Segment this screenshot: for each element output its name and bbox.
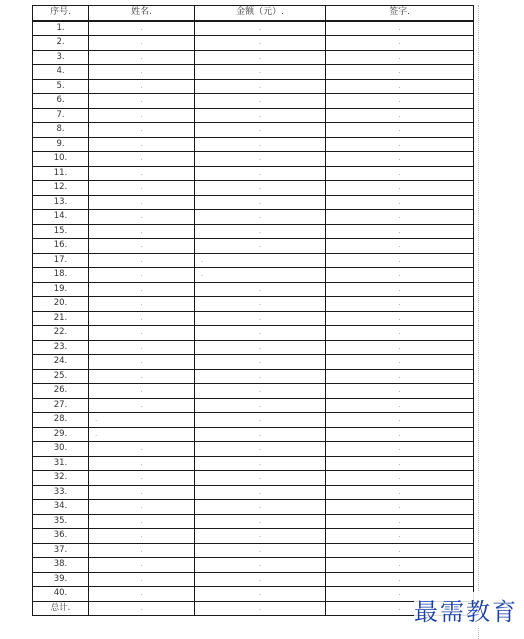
name-cell: . xyxy=(89,123,195,138)
signature-cell: . xyxy=(326,471,474,486)
row-index: 23. xyxy=(33,340,89,355)
amount-cell: . xyxy=(195,485,326,500)
name-cell: . xyxy=(89,355,195,370)
name-cell: . xyxy=(89,94,195,109)
row-index: 38. xyxy=(33,558,89,573)
table-body xyxy=(33,21,474,602)
table-row xyxy=(33,79,474,94)
row-index: 8. xyxy=(33,123,89,138)
name-cell: . xyxy=(89,268,195,283)
signature-cell: . xyxy=(326,181,474,196)
name-cell: . xyxy=(89,65,195,80)
signature-cell: . xyxy=(326,36,474,51)
name-cell: . xyxy=(89,253,195,268)
amount-cell: . xyxy=(195,36,326,51)
amount-cell: . xyxy=(195,471,326,486)
table-row xyxy=(33,514,474,529)
amount-cell: . xyxy=(195,210,326,225)
table-row xyxy=(33,543,474,558)
name-cell: . xyxy=(89,108,195,123)
signature-cell: . xyxy=(326,456,474,471)
table-row xyxy=(33,224,474,239)
signature-cell: . xyxy=(326,427,474,442)
table-row xyxy=(33,50,474,65)
signature-cell: . xyxy=(326,224,474,239)
amount-cell: . xyxy=(195,500,326,515)
signature-cell: . xyxy=(326,500,474,515)
name-cell: . xyxy=(89,311,195,326)
name-cell: . xyxy=(89,297,195,312)
signature-cell: . xyxy=(326,108,474,123)
signature-cell: . xyxy=(326,369,474,384)
signature-cell: . xyxy=(326,355,474,370)
amount-cell: . xyxy=(195,529,326,544)
name-cell: . xyxy=(89,50,195,65)
signature-cell: . xyxy=(326,398,474,413)
header-amount: 金额（元）. xyxy=(195,6,326,21)
signature-cell: . xyxy=(326,485,474,500)
signature-table xyxy=(32,5,474,616)
table-row xyxy=(33,369,474,384)
signature-cell: . xyxy=(326,50,474,65)
signature-cell: . xyxy=(326,21,474,36)
row-index: 26. xyxy=(33,384,89,399)
name-cell: . xyxy=(89,529,195,544)
row-index: 24. xyxy=(33,355,89,370)
amount-cell: . xyxy=(195,50,326,65)
header-index: 序号. xyxy=(33,6,89,21)
amount-cell: . xyxy=(195,587,326,602)
signature-cell: . xyxy=(326,210,474,225)
row-index: 10. xyxy=(33,152,89,167)
table-row xyxy=(33,558,474,573)
table-row xyxy=(33,340,474,355)
amount-cell: . xyxy=(195,181,326,196)
name-cell: . xyxy=(89,413,195,428)
row-index: 34. xyxy=(33,500,89,515)
name-cell: . xyxy=(89,166,195,181)
amount-cell: . xyxy=(195,456,326,471)
amount-cell: . xyxy=(195,94,326,109)
amount-cell: . xyxy=(195,413,326,428)
row-index: 22. xyxy=(33,326,89,341)
table-row xyxy=(33,297,474,312)
signature-cell: . xyxy=(326,253,474,268)
row-index: 14. xyxy=(33,210,89,225)
amount-cell: . xyxy=(195,355,326,370)
table-row xyxy=(33,442,474,457)
row-index: 4. xyxy=(33,65,89,80)
header-name: 姓名. xyxy=(89,6,195,21)
amount-cell: . xyxy=(195,268,326,283)
table-row xyxy=(33,195,474,210)
name-cell: . xyxy=(89,137,195,152)
table-row xyxy=(33,427,474,442)
table-row xyxy=(33,123,474,138)
row-index: 27. xyxy=(33,398,89,413)
row-index: 28. xyxy=(33,413,89,428)
signature-cell: . xyxy=(326,79,474,94)
table-row xyxy=(33,253,474,268)
row-index: 9. xyxy=(33,137,89,152)
table-row xyxy=(33,210,474,225)
name-cell: . xyxy=(89,340,195,355)
amount-cell: . xyxy=(195,340,326,355)
table-row xyxy=(33,355,474,370)
signature-cell: . xyxy=(326,413,474,428)
table-row xyxy=(33,152,474,167)
amount-cell: . xyxy=(195,384,326,399)
amount-cell: . xyxy=(195,398,326,413)
signature-cell: . xyxy=(326,239,474,254)
signature-cell: . xyxy=(326,152,474,167)
name-cell: . xyxy=(89,471,195,486)
page-margin-guide xyxy=(478,5,480,639)
signature-cell: . xyxy=(326,384,474,399)
table-row xyxy=(33,166,474,181)
name-cell: . xyxy=(89,224,195,239)
name-cell: . xyxy=(89,152,195,167)
row-index: 19. xyxy=(33,282,89,297)
amount-cell: . xyxy=(195,297,326,312)
amount-cell: . xyxy=(195,326,326,341)
name-cell: . xyxy=(89,282,195,297)
table-row xyxy=(33,108,474,123)
signature-cell: . xyxy=(326,94,474,109)
total-signature-cell: . xyxy=(326,601,474,616)
amount-cell: . xyxy=(195,427,326,442)
name-cell: . xyxy=(89,427,195,442)
signature-cell: . xyxy=(326,297,474,312)
row-index: 6. xyxy=(33,94,89,109)
amount-cell: . xyxy=(195,65,326,80)
amount-cell: . xyxy=(195,152,326,167)
table-row xyxy=(33,413,474,428)
name-cell: . xyxy=(89,500,195,515)
name-cell: . xyxy=(89,485,195,500)
amount-cell: . xyxy=(195,195,326,210)
row-index: 35. xyxy=(33,514,89,529)
table-row xyxy=(33,500,474,515)
row-index: 7. xyxy=(33,108,89,123)
name-cell: . xyxy=(89,79,195,94)
signature-cell: . xyxy=(326,311,474,326)
table-row xyxy=(33,529,474,544)
table-row xyxy=(33,181,474,196)
row-index: 11. xyxy=(33,166,89,181)
name-cell: . xyxy=(89,587,195,602)
name-cell: . xyxy=(89,558,195,573)
row-index: 25. xyxy=(33,369,89,384)
signature-cell: . xyxy=(326,442,474,457)
amount-cell: . xyxy=(195,224,326,239)
table-row xyxy=(33,311,474,326)
signature-cell: . xyxy=(326,268,474,283)
table-row xyxy=(33,65,474,80)
table-row xyxy=(33,36,474,51)
table-row xyxy=(33,485,474,500)
row-index: 32. xyxy=(33,471,89,486)
amount-cell: . xyxy=(195,543,326,558)
row-index: 29. xyxy=(33,427,89,442)
row-index: 17. xyxy=(33,253,89,268)
amount-cell: . xyxy=(195,514,326,529)
signature-cell: . xyxy=(326,340,474,355)
row-index: 37. xyxy=(33,543,89,558)
row-index: 33. xyxy=(33,485,89,500)
name-cell: . xyxy=(89,572,195,587)
row-index: 15. xyxy=(33,224,89,239)
name-cell: . xyxy=(89,195,195,210)
total-label: 总计. xyxy=(33,601,89,616)
row-index: 13. xyxy=(33,195,89,210)
table-row xyxy=(33,471,474,486)
amount-cell: . xyxy=(195,572,326,587)
row-index: 30. xyxy=(33,442,89,457)
amount-cell: . xyxy=(195,311,326,326)
name-cell: . xyxy=(89,326,195,341)
row-index: 21. xyxy=(33,311,89,326)
signature-cell: . xyxy=(326,587,474,602)
table-row xyxy=(33,456,474,471)
row-index: 3. xyxy=(33,50,89,65)
signature-cell: . xyxy=(326,572,474,587)
amount-cell: . xyxy=(195,239,326,254)
row-index: 36. xyxy=(33,529,89,544)
watermark-logo: 最需教育 xyxy=(414,592,518,627)
signature-cell: . xyxy=(326,137,474,152)
table-row xyxy=(33,398,474,413)
amount-cell: . xyxy=(195,108,326,123)
signature-cell: . xyxy=(326,558,474,573)
table-row xyxy=(33,21,474,36)
total-name-cell: . xyxy=(89,601,195,616)
name-cell: . xyxy=(89,514,195,529)
amount-cell: . xyxy=(195,166,326,181)
amount-cell: . xyxy=(195,282,326,297)
signature-cell: . xyxy=(326,123,474,138)
amount-cell: . xyxy=(195,21,326,36)
signature-cell: . xyxy=(326,326,474,341)
row-index: 31. xyxy=(33,456,89,471)
row-index: 12. xyxy=(33,181,89,196)
signature-cell: . xyxy=(326,166,474,181)
amount-cell: . xyxy=(195,442,326,457)
name-cell: . xyxy=(89,36,195,51)
amount-cell: . xyxy=(195,558,326,573)
table-row xyxy=(33,268,474,283)
name-cell: . xyxy=(89,442,195,457)
signature-cell: . xyxy=(326,529,474,544)
name-cell: . xyxy=(89,384,195,399)
total-amount-cell: . xyxy=(195,601,326,616)
header-signature: 签字. xyxy=(326,6,474,21)
row-index: 18. xyxy=(33,268,89,283)
table-row xyxy=(33,326,474,341)
row-index: 16. xyxy=(33,239,89,254)
name-cell: . xyxy=(89,21,195,36)
amount-cell: . xyxy=(195,369,326,384)
amount-cell: . xyxy=(195,123,326,138)
row-index: 5. xyxy=(33,79,89,94)
table-row xyxy=(33,94,474,109)
name-cell: . xyxy=(89,398,195,413)
row-index: 20. xyxy=(33,297,89,312)
table-row xyxy=(33,587,474,602)
row-index: 1. xyxy=(33,21,89,36)
total-row xyxy=(33,601,474,616)
name-cell: . xyxy=(89,210,195,225)
row-index: 2. xyxy=(33,36,89,51)
signature-cell: . xyxy=(326,65,474,80)
row-index: 40. xyxy=(33,587,89,602)
name-cell: . xyxy=(89,369,195,384)
name-cell: . xyxy=(89,543,195,558)
amount-cell: . xyxy=(195,79,326,94)
signature-cell: . xyxy=(326,543,474,558)
signature-cell: . xyxy=(326,514,474,529)
table-row xyxy=(33,137,474,152)
table-row xyxy=(33,384,474,399)
table-row xyxy=(33,282,474,297)
name-cell: . xyxy=(89,181,195,196)
row-index: 39. xyxy=(33,572,89,587)
table-row xyxy=(33,572,474,587)
signature-cell: . xyxy=(326,195,474,210)
name-cell: . xyxy=(89,456,195,471)
signature-cell: . xyxy=(326,282,474,297)
name-cell: . xyxy=(89,239,195,254)
header-row xyxy=(33,6,474,21)
amount-cell: . xyxy=(195,137,326,152)
amount-cell: . xyxy=(195,253,326,268)
table-row xyxy=(33,239,474,254)
